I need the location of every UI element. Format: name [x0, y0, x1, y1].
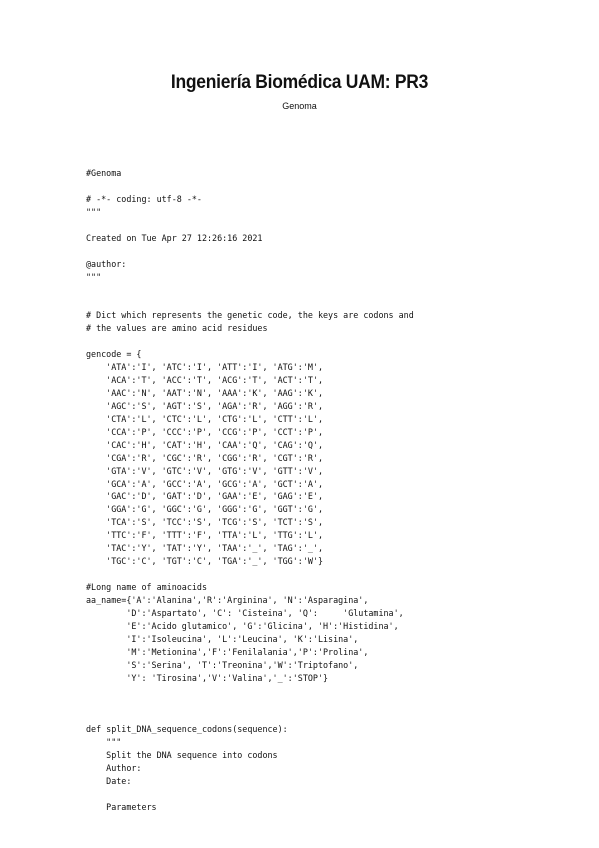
- code-line: """: [86, 271, 102, 282]
- code-line: 'GTA':'V', 'GTC':'V', 'GTG':'V', 'GTT':'V',: [86, 465, 323, 476]
- code-line: 'TTC':'F', 'TTT':'F', 'TTA':'L', 'TTG':'L',: [86, 530, 323, 541]
- code-line: 'TAC':'Y', 'TAT':'Y', 'TAA':'_', 'TAG':'_',: [86, 543, 323, 554]
- code-line: 'CAC':'H', 'CAT':'H', 'CAA':'Q', 'CAG':'Q',: [86, 439, 323, 450]
- code-line: 'AAC':'N', 'AAT':'N', 'AAA':'K', 'AAG':'K',: [86, 387, 323, 398]
- code-line: 'CCA':'P', 'CCC':'P', 'CCG':'P', 'CCT':'P',: [86, 426, 323, 437]
- code-line: 'ACA':'T', 'ACC':'T', 'ACG':'T', 'ACT':'T',: [86, 375, 323, 385]
- code-line: """: [86, 737, 122, 748]
- code-line: def split_DNA_sequence_codons(sequence):: [86, 724, 288, 735]
- code-line: # Dict which represents the genetic code, the keys are codons and: [86, 310, 414, 321]
- code-line: [86, 283, 591, 296]
- code-line: # the values are amino acid residues: [86, 323, 268, 334]
- code-line: 'AGC':'S', 'AGT':'S', 'AGA':'R', 'AGG':'R',: [86, 400, 323, 411]
- code-line: [86, 710, 591, 723]
- code-line: 'CTA':'L', 'CTC':'L', 'CTG':'L', 'CTT':'L',: [86, 413, 323, 424]
- document-subtitle: Genoma: [282, 101, 317, 111]
- code-line: aa_name={'A':'Alanina','R':'Arginina', 'N':'Asparagina',: [86, 594, 369, 605]
- document-title: Ingeniería Biomédica UAM: PR3: [170, 72, 429, 93]
- code-line: [86, 685, 591, 698]
- code-line: Author:: [86, 763, 142, 774]
- code-line: [86, 296, 591, 309]
- code-line: #Long name of aminoacids: [86, 582, 208, 592]
- code-line: @author:: [86, 258, 127, 269]
- code-line: Created on Tue Apr 27 12:26:16 2021: [86, 232, 263, 243]
- code-line: 'I':'Isoleucina', 'L':'Leucina', 'K':'Lisina',: [86, 633, 359, 644]
- code-line: [86, 568, 591, 581]
- code-line: 'GCA':'A', 'GCC':'A', 'GCG':'A', 'GCT':'A',: [86, 478, 323, 489]
- code-line: 'TCA':'S', 'TCC':'S', 'TCG':'S', 'TCT':'S',: [86, 517, 323, 528]
- code-line: 'TGC':'C', 'TGT':'C', 'TGA':'_', 'TGG':'W'}: [86, 556, 323, 567]
- code-line: gencode = {: [86, 349, 142, 360]
- code-line: [86, 245, 591, 258]
- code-line: Split the DNA sequence into codons: [86, 750, 278, 761]
- code-line: 'E':'Acido glutamico', 'G':'Glicina', 'H':'Histidina',: [86, 620, 399, 631]
- code-line: [86, 697, 591, 710]
- code-line: 'D':'Aspartato', 'C': 'Cisteina', 'Q': 'Glutamina',: [86, 607, 404, 618]
- code-line: 'S':'Serina', 'T':'Treonina','W':'Triptofano',: [86, 659, 359, 670]
- code-line: Date:: [86, 776, 132, 787]
- code-line: #Genoma: [86, 168, 122, 178]
- code-line: 'Y': 'Tirosina','V':'Valina','_':'STOP'}: [86, 672, 329, 683]
- code-line: [86, 180, 591, 193]
- code-line: """: [86, 206, 102, 217]
- code-line: [86, 788, 591, 801]
- code-line: 'GAC':'D', 'GAT':'D', 'GAA':'E', 'GAG':'E',: [86, 491, 323, 502]
- code-line: 'ATA':'I', 'ATC':'I', 'ATT':'I', 'ATG':'M',: [86, 362, 323, 373]
- code-line: [86, 219, 591, 232]
- code-line: 'GGA':'G', 'GGC':'G', 'GGG':'G', 'GGT':'G',: [86, 504, 323, 515]
- code-line: [86, 335, 591, 348]
- code-line: 'M':'Metionina','F':'Fenilalania','P':'Prolina',: [86, 646, 369, 657]
- code-line: 'CGA':'R', 'CGC':'R', 'CGG':'R', 'CGT':'R',: [86, 452, 323, 463]
- code-line: # -*- coding: utf-8 -*-: [86, 193, 202, 204]
- code-line: Parameters: [86, 801, 157, 812]
- code-listing: [86, 167, 591, 814]
